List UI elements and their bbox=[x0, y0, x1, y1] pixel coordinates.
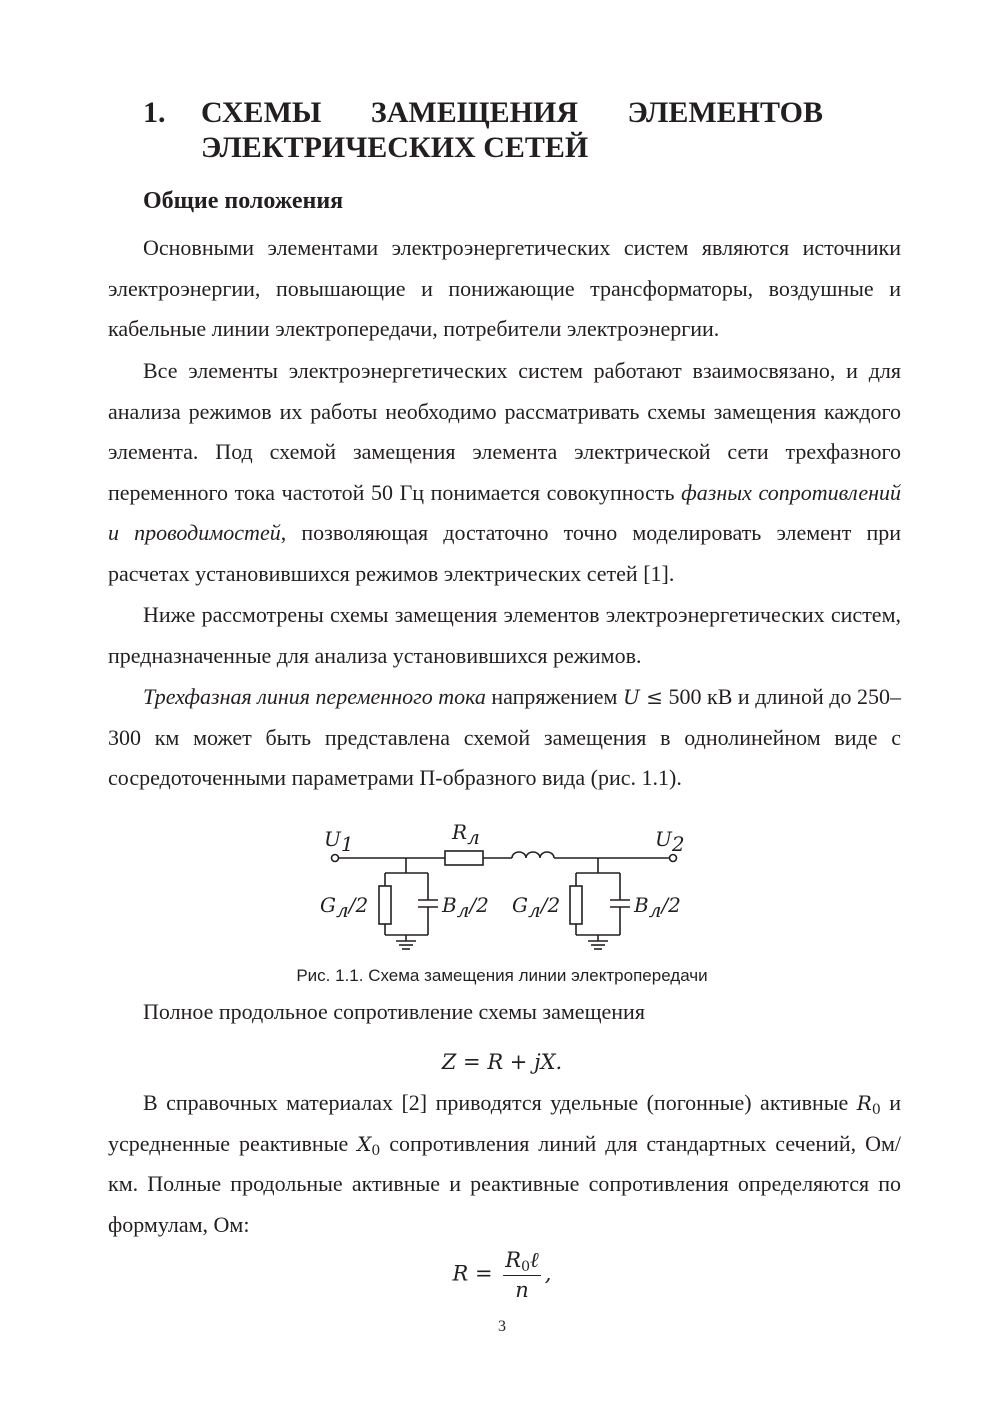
equation-impedance: Z = R + jX. bbox=[441, 1050, 563, 1074]
chapter-title-line2: ЭЛЕКТРИЧЕСКИХ СЕТЕЙ bbox=[201, 131, 589, 164]
label-b-left: Bл/2 bbox=[442, 893, 489, 922]
label-u2: U2 bbox=[655, 827, 685, 856]
chapter-title-word: ЗАМЕЩЕНИЯ bbox=[370, 96, 578, 129]
italic-term: Трехфазная линия переменного тока bbox=[143, 684, 486, 709]
symbol-r0: $R_0$ bbox=[856, 1091, 881, 1118]
figure-caption: Рис. 1.1. Схема замещения линии электропередачи bbox=[296, 966, 708, 985]
resistor-r bbox=[445, 851, 483, 865]
fraction: $\frac{R_0\ell}{n}$ bbox=[505, 1248, 539, 1302]
chapter-title bbox=[201, 95, 841, 165]
label-r: Rл bbox=[452, 820, 480, 849]
paragraph-4: Трехфазная линия переменного тока напряжением U ≤ 500 кВ и длиной до 250–300 км может быть представлена схемой замещения в однолинейном виде с сосредоточенными параметрами П-образного вида (рис. 1.1). bbox=[108, 684, 901, 791]
paragraph-2: Все элементы электроэнергетических систем работают взаимосвязано, и для анализа режимов их работы необходимо рассматривать схемы замещения каждого элемента. Под схемой замещения элемента электрической сети трехфазного переменного тока частотой 50 Гц понимается совокупность фазных сопротивлений и проводимостей, позволяющая достаточно точно моделировать элемент при расчетах установившихся режимов электрических сетей [1]. bbox=[108, 358, 902, 586]
label-u1: U1 bbox=[324, 827, 354, 856]
terminal-u1 bbox=[332, 855, 339, 862]
label-g-right: Gл/2 bbox=[512, 893, 561, 922]
inductor-x bbox=[512, 852, 554, 858]
chapter-title-word: СХЕМЫ bbox=[201, 96, 322, 129]
paragraph-3: Ниже рассмотрены схемы замещения элементов электроэнергетических систем, предназначенные для анализа установившихся режимов. bbox=[108, 602, 901, 668]
paragraph-1: Основными элементами электроэнергетических систем являются источники электроэнергии, повышающие и понижающие трансформаторы, воздушные и кабельные линии электропередачи, потребители электроэнергии. bbox=[108, 235, 901, 342]
paragraph-5: Полное продольное сопротивление схемы замещения bbox=[143, 999, 645, 1024]
voltage-symbol: U ≤ bbox=[622, 685, 663, 709]
chapter-title-word: ЭЛЕМЕНТОВ bbox=[627, 96, 823, 129]
conductance-right bbox=[570, 886, 582, 924]
italic-term: фазных сопротивлений и проводимостей bbox=[108, 479, 901, 546]
chapter-number: 1. bbox=[143, 96, 166, 129]
label-g-left: Gл/2 bbox=[320, 893, 369, 922]
label-b-right: Bл/2 bbox=[634, 893, 681, 922]
page-number: 3 bbox=[498, 1318, 506, 1335]
section-heading: Общие положения bbox=[143, 188, 344, 214]
conductance-left bbox=[379, 886, 391, 924]
equivalent-circuit-diagram bbox=[300, 815, 710, 965]
symbol-x0: $X_0$ bbox=[357, 1131, 381, 1159]
paragraph-6: В справочных материалах [2] приводятся удельные (погонные) активные $R_0$ и усредненные реактивные $X_0$ сопротивления линий для стандартных сечений, Ом/км. Полные продольные активные и реактивные сопротивления определяются по формулам, Ом: bbox=[108, 1090, 901, 1237]
equation-resistance: R = $\frac{R_0\ell}{n}$ , bbox=[452, 1248, 552, 1302]
